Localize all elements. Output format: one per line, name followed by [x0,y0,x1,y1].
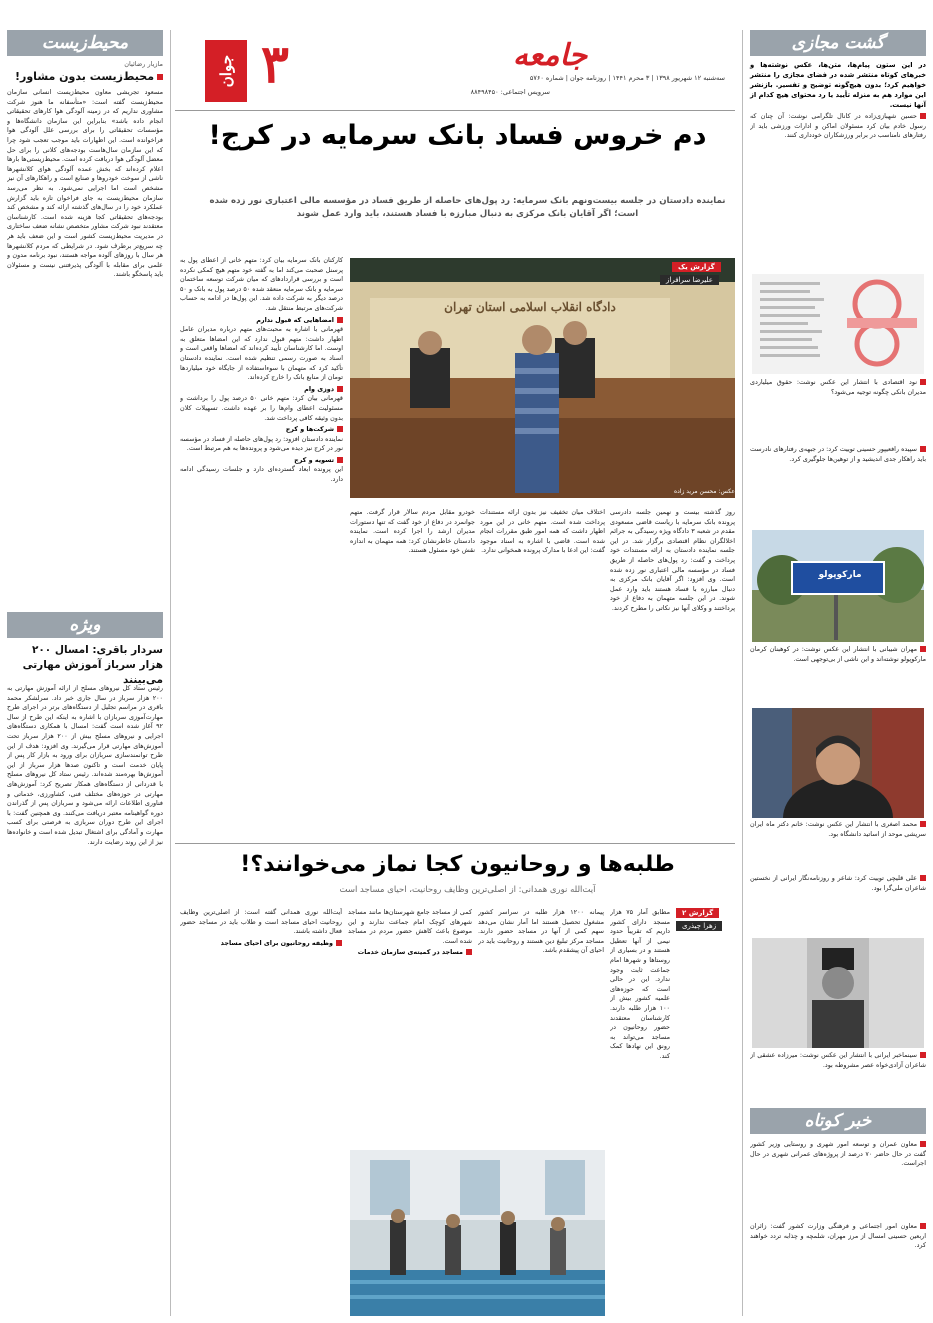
salary-document-image [752,274,924,374]
left-kicker: مازیار رضائیان [124,60,163,68]
left-body: مسعود تجریشی معاون محیط‌زیست انسانی سازمان محیط‌زیست گفته است: «متأسفانه ما هنوز شرکت مشاوری نداریم که در زمینه آلودگی هوا کارهای تحقیقاتی انجام داده باشد» بنابراین این سازمان دانشگاه‌ها و مؤسسات تحقیقاتی را برای بررسی علل آلودگی هوا فراخوانده است. این اظهارات باید موجب تعجب شود چرا که این سازمان سال‌هاست بودجه‌های کلانی را برای حل معضل آلودگی هوا دریافت کرده است. محیط‌زیستی‌ها بارها اعلام کرده‌اند که بخش عمده آلودگی هوای کلانشهرها ناشی از سوخت خودروها و صنایع است و راهکارهای آن نیز مشخص است اما اجرایی نمی‌شود. به نظر می‌رسد سازمان محیط‌زیست به جای فراخوان تازه باید گزارش عملکرد خود را در سال‌های گذشته ارائه کند و مشخص کند بودجه‌های تحقیقاتی کجا هزینه شده است. کارشناسان معتقدند نبود شرکت مشاور متخصص نشانه ضعف ساختاری در مدیریت محیط‌زیست کشور است و این ضعف باید هر چه سریع‌تر برطرف شود. در شرایطی که مردم کلانشهرها هر سال با روزهای آلوده مواجه هستند، نبود برنامه مدون و علمی برای مقابله با آلودگی پذیرفتنی نیست و مسئولان باید پاسخگو باشند. [7,88,163,279]
left-section-banner-2: ویژه [7,612,163,638]
bullet-square-icon [920,821,926,827]
courtroom-sign: دادگاه انقلاب اسلامی استان تهران [444,300,616,314]
masthead-rule [175,110,735,111]
bottom-col-c: کمی از مساجد جامع شهرستان‌ها مانند مساجد شهرهای کوچک امام جماعت ندارند و این موضوع باعث کاهش حضور مردم در مساجد شده است. مساجد در کمیته‌ی سازمان خدمات [348,908,472,957]
courtroom-photo [350,258,735,498]
main-headline: دم خروس فساد بانک سرمایه در کرج! [208,120,707,151]
divider-right [742,30,743,1316]
bullet-square-icon [920,113,926,119]
bullet-square-icon [337,457,343,463]
right-item-5: محمد اصغری با انتشار این عکس نوشت: خانم دکتر ماه ایران سریشی موحد از اساتید دانشگاه بود. [750,820,926,838]
right-short-1: معاون عمران و توسعه امور شهری و روستایی وزیر کشور گفت در حال حاضر ۷۰ درصد از پروژه‌های عمرانی شهری در حال اجراست. [750,1140,926,1168]
right-item-1: حسین شهبازی‌زاده در کانال تلگرامی نوشت: آن چنان که رسول خادم بیان کرد مسئولان اماکن و ادارات ورزشی باید از رفتارهای نامناسب در برابر ورزشکاران خودداری کنند. [750,112,926,140]
bullet-square-icon [920,646,926,652]
main-col-a: کارکنان بانک سرمایه بیان کرد: متهم خانی از اعطای پول به پرسنل صحبت می‌کند اما به گفته خود متهم هیچ کمکی نکرده است و بررسی قراردادهای که میان شرکت توسعه ساختمان سرمایه و بانک سرمایه منعقد شده ۵۰ درصد پول به بانک و ۵۰ درصد دیگر به شرکت داده شد. این پول‌ها در ادامه به حساب شرکت‌های مرتبط منتقل شد. امضاهایی که قبول ندارم قهرمانی با اشاره به محبت‌های متهم درباره مدیران عامل اظهار داشت: متهم قبول ندارد که این امضاها متعلق به اوست. اما کارشناسان تأیید کرده‌اند که امضاها واقعی است و اسناد به صورت رسمی تنظیم شده است. نماینده دادستان تأکید کرد که متهمان با سوءاستفاده از جایگاه خود میلیاردها تومان از منابع بانک را خارج کرده‌اند. دوزی وام قهرمانی بیان کرد: متهم خانی ۵۰ درصد پول را برداشت و مسئولیت اعطای وام‌ها را بر عهده داشت. تسهیلات کلان بدون وثیقه کافی پرداخت شد. شرکت‌ها و کرج نماینده دادستان افزود: رد پول‌های حاصله از فساد در مؤسسه نور در کرج نیز دیده می‌شود و پرونده‌ها به هم مرتبط است. تسویه و کرج این پرونده ابعاد گسترده‌ای دارد و جلسات رسیدگی ادامه دارد. [180,256,343,484]
bottom-col-b: پیمانه ۱۲۰۰ هزار طلبه در سراسر کشور مشغول تحصیل هستند اما آمار نشان می‌دهد سهم کمی از آنها در مساجد حضور دارند. مساجد مرکز تبلیغ دین هستند و روحانیت باید در احیای آن پیشقدم باشد. [478,908,604,955]
portrait-woman-illustration [752,708,924,818]
right-item-4: مهران شیبانی با انتشار این عکس نوشت: در کوهبنان کرمان مارکوپولو نوشته‌اند و این ناشی از بی‌توجهی است. [750,645,926,663]
left-headline: محیط‌زیست بدون مشاور! [7,70,163,83]
right-item-2: نود اقتصادی با انتشار این عکس نوشت: حقوق میلیاردی مدیران بانکی چگونه توجیه می‌شود؟ [750,378,926,396]
bullet-square-icon [337,386,343,392]
bottom-report-label: گزارش ۲ [676,908,719,918]
brand-text: جوان [217,54,235,88]
main-col-c: اختلاف میان تخفیف نیز بدون ارائه مستندات پرداخت شده است. متهم خانی در این مورد اظهار داشت که همه امور طبق مقررات انجام شده است. قاضی با اشاره به اسناد موجود گفت: این ادعا با مدارک پرونده همخوانی ندارد. [480,508,605,555]
photo-caption: عکس: محسن مرید زاده [673,488,735,495]
mosque-illustration [350,1150,605,1316]
masthead-date: سه‌شنبه ۱۲ شهریور ۱۳۹۸ | ۳ محرم ۱۴۴۱ | روزنامه جوان | شماره ۵۷۶۰ [529,74,725,82]
bottom-reporter: زهرا چیذری [676,921,722,931]
right-section-banner-2: خبر کوتاه [750,1108,926,1134]
main-col-b: روز گذشته بیست و نهمین جلسه دادرسی پرونده بانک سرمایه با ریاست قاضی مسعودی مقدم در شعبه ۳ دادگاه ویژه رسیدگی به جرائم اخلالگران نظام اقتصادی برگزار شد. در این جلسه نماینده دادستان به ارائه مستندات خود پرداخت و گفت: رد پول‌های حاصله از طریق فساد در مؤسسه مالی اعتباری نور زده شده است. وی افزود: اگر آقایان بانک مرکزی به دنبال مبارزه با فساد هستند باید وارد عمل شوند. در این جلسه متهمان به دفاع از خود پرداختند و وکلای آنها نیز نکاتی را مطرح کردند. [610,508,735,612]
bullet-square-icon [920,875,926,881]
salary-document-illustration [752,274,924,374]
bottom-headline: طلبه‌ها و روحانیون کجا نماز می‌خوانند؟! [240,852,675,877]
bullet-square-icon [466,949,472,955]
mosque-photo [350,1150,605,1316]
bullet-square-icon [920,1223,926,1229]
right-section-banner: گشت مجازی [750,30,926,56]
bullet-square-icon [920,446,926,452]
portrait-photo-woman [752,708,924,818]
right-item-7: سینماخبر ایرانی با انتشار این عکس نوشت: میرزاده عشقی از شاعران آزادی‌خواه عصر مشروطه بود. [750,1051,926,1069]
reporter-name: علیرضا سرافراز [660,275,719,285]
bullet-square-icon [157,74,163,80]
portrait-photo-historical [752,938,924,1048]
right-item-3: سپیده رافعیپور حسینی توییت کرد: در جبهه‌ی رفتارهای نادرست باید راهکار جدی اندیشید و از توهین‌ها جلوگیری کرد. [750,445,926,463]
right-intro: در این ستون پیام‌ها، متن‌ها، عکس نوشته‌ها و خبرهای کوتاه منتشر شده در فضای مجازی را منتشر خواهیم کرد؛ بدون هیچ‌گونه توضیح و تفسیر. بازنشر این موارد هم به منزله تأیید یا رد محتوای هیچ کدام از آنها نیست. [750,61,926,109]
page-number: ۳ [261,34,289,95]
brand-logo [205,40,247,102]
left-body-2: رئیس ستاد کل نیروهای مسلح از ارائه آموزش مهارتی به ۲۰۰ هزار سرباز در سال جاری خبر داد. سرلشکر محمد باقری در مراسم تجلیل از دستگاه‌های برتر در اجرای طرح مهارت‌آموزی سربازان با اشاره به اینکه این طرح از سال ۹۲ آغاز شده است گفت: امسال با همکاری دستگاه‌های اجرایی و نیروهای مسلح بیش از ۲۰۰ هزار سرباز تحت آموزش‌های مهارتی قرار می‌گیرند. وی افزود: هدف از این طرح توانمندسازی سربازان برای ورود به بازار کار پس از پایان خدمت است و تاکنون صدها هزار سرباز از این آموزش‌ها بهره‌مند شده‌اند. رئیس ستاد کل نیروهای مسلح با قدردانی از دستگاه‌های همکار تصریح کرد: آموزش‌های مهارتی در حوزه‌های مختلف فنی، کشاورزی، خدماتی و فناوری اطلاعات ارائه می‌شود و سربازان پس از گذراندن دوره گواهینامه معتبر دریافت می‌کنند. وی همچنین گفت: با اجرای این طرح دوران سربازی به فرصتی برای کسب مهارت و آمادگی برای اشتغال تبدیل شده است و خانواده‌ها نیز از این روند رضایت دارند. [7,684,163,846]
courtroom-illustration [350,258,735,498]
bullet-square-icon [337,426,343,432]
bottom-subhead: آیت‌الله نوری همدانی: از اصلی‌ترین وظایف روحانیت، احیای مساجد است [339,885,596,895]
road-sign-photo [752,530,924,642]
bottom-col-a: مطابق آمار ۷۵ هزار مسجد دارای کشور داریم که تقریباً حدود نیمی از آنها تعطیل هستند و در بسیاری از روستاها و شهرها امام جماعت ثابت وجود ندارد. این در حالی است که حوزه‌های علمیه کشور بیش از ۱۰۰ هزار طلبه دارند. کارشناسان معتقدند حضور روحانیون در مساجد می‌تواند به رونق این نهادها کمک کند. [610,908,670,1060]
left-headline-2: سردار باقری: امسال ۲۰۰ هزار سرباز آموزش مهارتی می‌بینند [22,644,163,686]
main-subhead: نماینده دادستان در جلسه بیست‌ونهم بانک سرمایه: رد پول‌های حاصله از طریق فساد در مؤسسه مالی اعتباری نور زده شده است؛ اگر آقایان بانک مرکزی به دنبال مبارزه با فساد هستند، باید وارد عمل شوند [209,196,726,219]
bullet-square-icon [336,940,342,946]
main-col-d: خودرو مقابل مردم سالار قرار گرفت. متهم جوانمرد در دفاع از خود گفت که تنها دستورات مدیران ارشد را اجرا کرده است. نماینده دادستان خاطرنشان کرد: همه متهمان به اندازه نقش خود مسئول هستند. [350,508,475,555]
divider-left [170,30,171,1316]
portrait-historical-illustration [752,938,924,1048]
service-phone: سرویس اجتماعی: ۸۸۴۹۸۴۵۰ [470,88,550,96]
report-label: گزارش یک [672,262,721,272]
bullet-square-icon [920,379,926,385]
section-title: جامعه [512,38,588,73]
bullet-square-icon [920,1052,926,1058]
road-sign-text: مارکوپولو [818,570,862,580]
right-short-2: معاون امور اجتماعی و فرهنگی وزارت کشور گفت: زائران اربعین حسینی امسال از مرز مهران، شلمچه و چذابه تردد خواهند کرد. [750,1222,926,1250]
road-sign-illustration [752,530,924,642]
bullet-square-icon [920,1141,926,1147]
bottom-col-d: آیت‌الله نوری همدانی گفته است: از اصلی‌ترین وظایف روحانیت احیای مساجد است و طلاب باید در مساجد حضور فعال داشته باشند. وظیفه روحانیون برای احیای مساجد [180,908,342,947]
right-item-6: علی قلیچی توییت کرد: شاعر و روزنامه‌نگار ایرانی از نخستین شاعران ملی‌گرا بود. [750,874,926,892]
main-bottom-rule [175,843,735,844]
left-section-banner: محیط‌زیست [7,30,163,56]
bullet-square-icon [337,317,343,323]
